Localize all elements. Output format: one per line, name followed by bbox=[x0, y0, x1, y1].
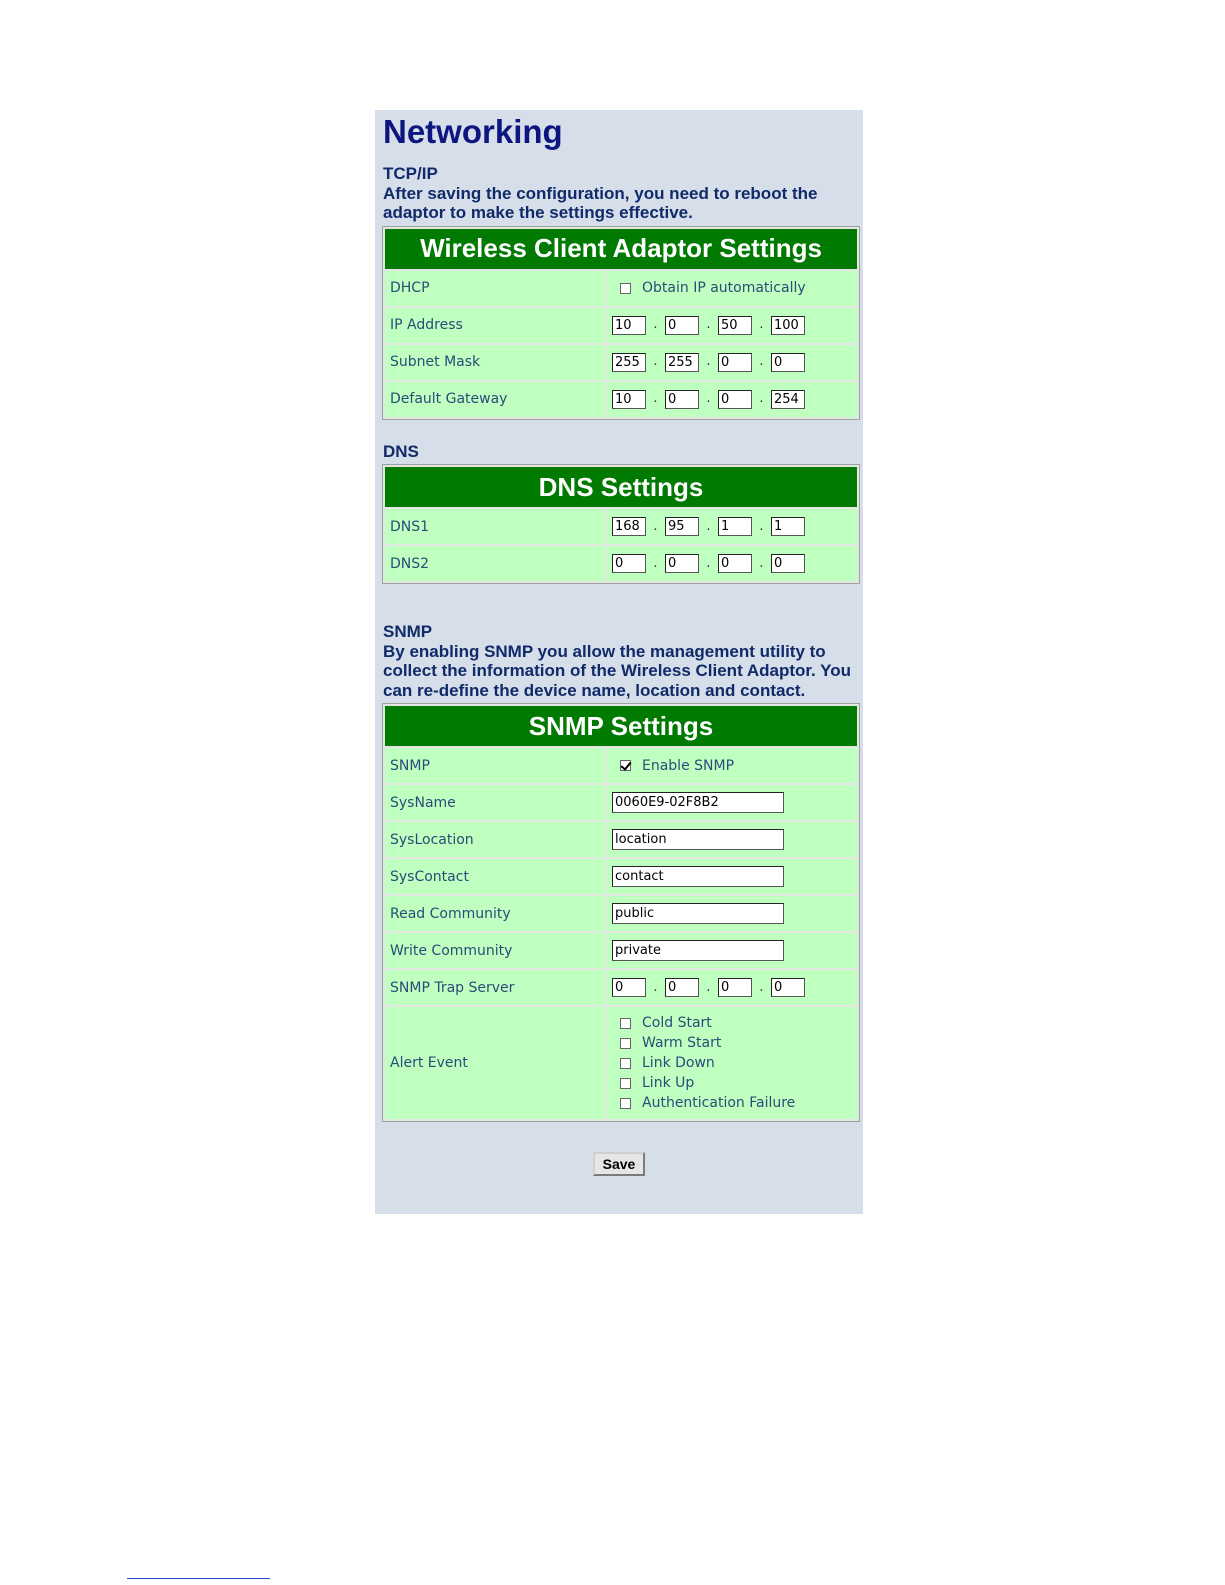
link-up-checkbox[interactable] bbox=[620, 1078, 631, 1089]
snmp-settings-table bbox=[382, 703, 860, 1122]
default-gateway-octet-4[interactable] bbox=[771, 390, 805, 409]
default-gateway-row bbox=[385, 382, 857, 417]
syscontact-input[interactable] bbox=[612, 866, 784, 887]
default-gateway-octet-3[interactable] bbox=[718, 390, 752, 409]
wireless-client-settings-table bbox=[382, 226, 860, 420]
ip-address-octet-4[interactable] bbox=[771, 316, 805, 335]
dhcp-checkbox[interactable] bbox=[620, 283, 631, 294]
snmp-label: SNMP bbox=[385, 748, 605, 783]
read-community-input[interactable] bbox=[612, 903, 784, 924]
syscontact-label: SysContact bbox=[385, 859, 605, 894]
link-down-label: Link Down bbox=[642, 1055, 715, 1071]
networking-panel bbox=[375, 110, 863, 1214]
dns2-input-group: 0 . 0 . 0 . 0 bbox=[612, 550, 856, 578]
dns2-octet-2[interactable] bbox=[665, 554, 699, 573]
alert-auth-failure-line[interactable] bbox=[612, 1093, 856, 1113]
dns2-row bbox=[385, 546, 857, 581]
ip-address-octet-3[interactable] bbox=[718, 316, 752, 335]
snmp-enable-row bbox=[385, 748, 857, 783]
tcpip-heading: TCP/IP bbox=[383, 164, 438, 183]
trap-server-octet-2[interactable] bbox=[665, 978, 699, 997]
subnet-mask-row bbox=[385, 345, 857, 380]
syscontact-row bbox=[385, 859, 857, 894]
ip-address-octet-2[interactable] bbox=[665, 316, 699, 335]
sysname-row bbox=[385, 785, 857, 820]
dns1-octet-1[interactable] bbox=[612, 517, 646, 536]
table-title: SNMP Settings bbox=[385, 706, 857, 746]
write-community-label: Write Community bbox=[385, 933, 605, 968]
default-gateway-octet-2[interactable] bbox=[665, 390, 699, 409]
dhcp-label: DHCP bbox=[385, 271, 605, 306]
trap-server-octet-4[interactable] bbox=[771, 978, 805, 997]
warm-start-checkbox[interactable] bbox=[620, 1038, 631, 1049]
dns1-octet-4[interactable] bbox=[771, 517, 805, 536]
ip-address-octet-1[interactable] bbox=[612, 316, 646, 335]
write-community-row bbox=[385, 933, 857, 968]
trap-server-input-group: 0 . 0 . 0 . 0 bbox=[612, 974, 856, 1002]
trap-server-octet-1[interactable] bbox=[612, 978, 646, 997]
sysname-label: SysName bbox=[385, 785, 605, 820]
alert-link-up-line[interactable] bbox=[612, 1073, 856, 1093]
warm-start-label: Warm Start bbox=[642, 1035, 722, 1051]
dns-settings-table bbox=[382, 464, 860, 584]
dns1-input-group: 168 . 95 . 1 . 1 bbox=[612, 513, 856, 541]
cold-start-checkbox[interactable] bbox=[620, 1018, 631, 1029]
dns1-row bbox=[385, 509, 857, 544]
read-community-label: Read Community bbox=[385, 896, 605, 931]
table-title: Wireless Client Adaptor Settings bbox=[385, 229, 857, 269]
default-gateway-octet-1[interactable] bbox=[612, 390, 646, 409]
snmp-heading: SNMP bbox=[383, 622, 433, 641]
dhcp-checkbox-line[interactable] bbox=[612, 278, 856, 298]
subnet-mask-octet-1[interactable] bbox=[612, 353, 646, 372]
trap-server-label: SNMP Trap Server bbox=[385, 970, 605, 1005]
link-down-checkbox[interactable] bbox=[620, 1058, 631, 1069]
dns2-octet-3[interactable] bbox=[718, 554, 752, 573]
dns1-label: DNS1 bbox=[385, 509, 605, 544]
alert-event-row bbox=[385, 1007, 857, 1119]
subnet-mask-octet-3[interactable] bbox=[718, 353, 752, 372]
read-community-row bbox=[385, 896, 857, 931]
dns-heading: DNS bbox=[383, 441, 419, 461]
snmp-note: By enabling SNMP you allow the management utility to collect the information of the Wireless Client Adaptor. You can re-define the device name, location and contact. bbox=[383, 641, 852, 700]
enable-snmp-checkbox[interactable] bbox=[620, 760, 631, 771]
alert-cold-start-line[interactable] bbox=[612, 1013, 856, 1033]
enable-snmp-label: Enable SNMP bbox=[642, 757, 735, 774]
syslocation-row bbox=[385, 822, 857, 857]
cold-start-label: Cold Start bbox=[642, 1015, 712, 1031]
dns2-octet-4[interactable] bbox=[771, 554, 805, 573]
write-community-input[interactable] bbox=[612, 940, 784, 961]
trap-server-row bbox=[385, 970, 857, 1005]
subnet-mask-octet-4[interactable] bbox=[771, 353, 805, 372]
footnote-divider bbox=[127, 1578, 270, 1579]
link-up-label: Link Up bbox=[642, 1075, 695, 1091]
authentication-failure-checkbox[interactable] bbox=[620, 1098, 631, 1109]
dns2-label: DNS2 bbox=[385, 546, 605, 581]
syslocation-input[interactable] bbox=[612, 829, 784, 850]
subnet-mask-input-group: 255 . 255 . 0 . 0 bbox=[612, 348, 856, 376]
ip-address-row bbox=[385, 308, 857, 343]
subnet-mask-octet-2[interactable] bbox=[665, 353, 699, 372]
ip-address-label: IP Address bbox=[385, 308, 605, 343]
tcpip-note: After saving the configuration, you need to reboot the adaptor to make the settings effective. bbox=[383, 183, 818, 222]
sysname-input[interactable] bbox=[612, 792, 784, 813]
dhcp-checkbox-label: Obtain IP automatically bbox=[642, 280, 806, 296]
subnet-mask-label: Subnet Mask bbox=[385, 345, 605, 380]
page-title: Networking bbox=[383, 113, 563, 150]
table-title: DNS Settings bbox=[385, 467, 857, 507]
dns2-octet-1[interactable] bbox=[612, 554, 646, 573]
dns1-octet-2[interactable] bbox=[665, 517, 699, 536]
dns1-octet-3[interactable] bbox=[718, 517, 752, 536]
save-button[interactable]: Save bbox=[593, 1152, 646, 1176]
syslocation-label: SysLocation bbox=[385, 822, 605, 857]
alert-link-down-line[interactable] bbox=[612, 1053, 856, 1073]
dhcp-row bbox=[385, 271, 857, 306]
alert-event-label: Alert Event bbox=[385, 1007, 605, 1119]
default-gateway-label: Default Gateway bbox=[385, 382, 605, 417]
enable-snmp-checkbox-line[interactable] bbox=[612, 756, 856, 776]
trap-server-octet-3[interactable] bbox=[718, 978, 752, 997]
default-gateway-input-group: 10 . 0 . 0 . 254 bbox=[612, 385, 856, 413]
authentication-failure-label: Authentication Failure bbox=[642, 1095, 796, 1111]
alert-warm-start-line[interactable] bbox=[612, 1033, 856, 1053]
ip-address-input-group: 10 . 0 . 50 . 100 bbox=[612, 311, 856, 339]
